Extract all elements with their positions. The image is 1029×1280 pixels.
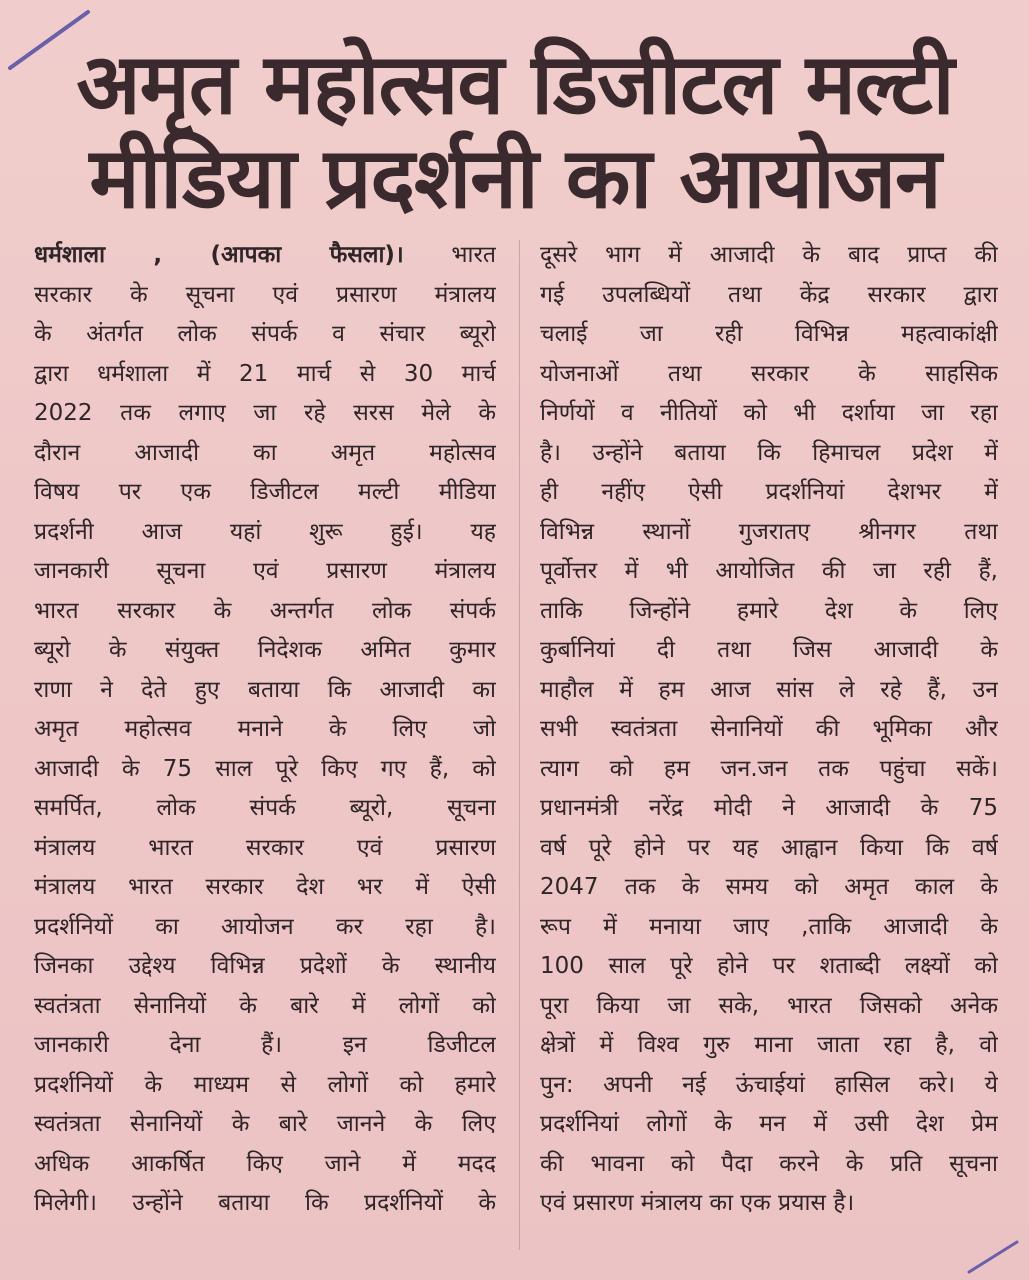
pen-stroke-mark-corner	[963, 1236, 1023, 1276]
headline-line-1: अमृत महोत्सव डिजीटल मल्टी	[76, 35, 954, 133]
text-line: प्रदर्शनियां लोगों के मन में उसी देश प्रेम	[540, 1111, 998, 1137]
text-line: प्रदर्शनियों के माध्यम से लोगों को हमारे	[34, 1071, 496, 1098]
text-line: प्रधानमंत्री नरेंद्र मोदी ने आजादी के 75	[540, 795, 998, 821]
text-line: क्षेत्रों में विश्व गुरु माना जाता रहा है, वो	[540, 1032, 998, 1058]
left-line-1: धर्मशाला , (आपका फैसला)। भारत	[34, 242, 496, 268]
text-line: अधिक आकर्षित किए जाने में मदद	[34, 1150, 496, 1177]
column-divider	[519, 240, 520, 1250]
text-line: वर्ष पूरे होने पर यह आह्वान किया कि वर्ष	[540, 834, 998, 861]
text-line: त्याग को हम जन.जन तक पहुंचा सकें।	[540, 755, 998, 782]
text-line: द्वारा धर्मशाला में 21 मार्च से 30 मार्च	[34, 360, 496, 387]
text-line: स्वतंत्रता सेनानियों के बारे जानने के लिए	[34, 1111, 496, 1137]
article-left-column	[34, 236, 496, 1224]
text-line: राणा ने देते हुए बताया कि आजादी का	[34, 676, 496, 703]
text-line: है। उन्होंने बताया कि हिमाचल प्रदेश में	[540, 439, 998, 466]
text-line: की भावना को पैदा करने के प्रति सूचना	[540, 1150, 998, 1177]
text-line: चलाई जा रही विभिन्न महत्वाकांक्षी	[540, 321, 998, 347]
text-line: मिलेगी। उन्होंने बताया कि प्रदर्शनियों के	[34, 1190, 496, 1216]
text-line: सभी स्वतंत्रता सेनानियों की भूमिका और	[540, 716, 998, 742]
text-line: दौरान आजादी का अमृत महोत्सव	[34, 439, 496, 466]
text-line: पूरा किया जा सके, भारत जिसको अनेक	[540, 992, 998, 1019]
text-line: समर्पित, लोक संपर्क ब्यूरो, सूचना	[34, 795, 496, 821]
text-line: योजनाओं तथा सरकार के साहसिक	[540, 360, 998, 387]
text-line: 2022 तक लगाए जा रहे सरस मेले के	[34, 400, 496, 426]
text-line: रूप में मनाया जाए ,ताकि आजादी के	[540, 913, 998, 940]
text-line: आजादी के 75 साल पूरे किए गए हैं, को	[34, 755, 496, 782]
text-line: प्रदर्शनी आज यहां शुरू हुई। यह	[34, 518, 496, 545]
text-line: भारत सरकार के अन्तर्गत लोक संपर्क	[34, 597, 496, 624]
text-line: प्रदर्शनियों का आयोजन कर रहा है।	[34, 913, 496, 940]
text-line: ही नहींए ऐसी प्रदर्शनियां देशभर में	[540, 479, 998, 505]
text-line: जिनका उद्देश्य विभिन्न प्रदेशों के स्थानीय	[34, 953, 496, 979]
text-line: एवं प्रसारण मंत्रालय का एक प्रयास है।	[540, 1190, 855, 1216]
text-line: विषय पर एक डिजीटल मल्टी मीडिया	[34, 479, 496, 505]
text-line: मंत्रालय भारत सरकार एवं प्रसारण	[34, 834, 496, 861]
text-line: मंत्रालय भारत सरकार देश भर में ऐसी	[34, 874, 496, 900]
text-line: ब्यूरो के संयुक्त निदेशक अमित कुमार	[34, 637, 496, 663]
text-line: जानकारी सूचना एवं प्रसारण मंत्रालय	[34, 558, 496, 584]
text-line: सरकार के सूचना एवं प्रसारण मंत्रालय	[34, 281, 496, 308]
text-line: दूसरे भाग में आजादी के बाद प्राप्त की	[540, 242, 998, 268]
text-line: कुर्बानियां दी तथा जिस आजादी के	[540, 637, 998, 663]
text-line: निर्णयों व नीतियों को भी दर्शाया जा रहा	[540, 400, 998, 426]
text-line: अमृत महोत्सव मनाने के लिए जो	[34, 716, 496, 742]
text-line: पूर्वोत्तर में भी आयोजित की जा रही हैं,	[540, 558, 998, 584]
text-line: गई उपलब्धियों तथा केंद्र सरकार द्वारा	[540, 281, 998, 308]
text-line: 100 साल पूरे होने पर शताब्दी लक्ष्यों को	[540, 953, 998, 979]
dateline: धर्मशाला , (आपका फैसला)।	[34, 242, 404, 268]
text-line: विभिन्न स्थानों गुजरातए श्रीनगर तथा	[540, 518, 998, 545]
text-line: पुन: अपनी नई ऊंचाईयां हासिल करे। ये	[540, 1071, 998, 1098]
article-right-column	[540, 236, 998, 1224]
text-line: 2047 तक के समय को अमृत काल के	[540, 874, 998, 900]
headline-line-2: मीडिया प्रदर्शनी का आयोजन	[89, 129, 941, 227]
text-line: माहौल में हम आज सांस ले रहे हैं, उन	[540, 676, 998, 703]
text-line: ताकि जिन्होंने हमारे देश के लिए	[540, 597, 998, 624]
text-line: के अंतर्गत लोक संपर्क व संचार ब्यूरो	[34, 321, 496, 347]
text-line: जानकारी देना हैं। इन डिजीटल	[34, 1032, 496, 1058]
text-line: स्वतंत्रता सेनानियों के बारे में लोगों को	[34, 992, 496, 1019]
